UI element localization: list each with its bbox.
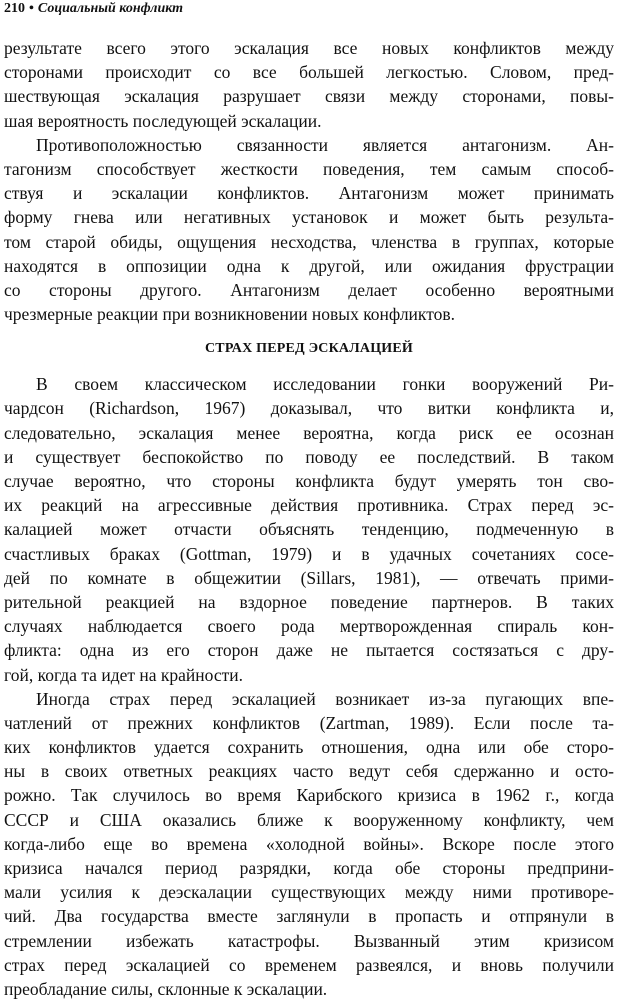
text-line: шая вероятность последующей эскалации.	[4, 110, 322, 131]
text-line: форму гнева или негативных установок и может быть результа-	[4, 207, 614, 228]
text-line: фликта: одна из его сторон даже не пытается состязаться с дру-	[4, 640, 614, 661]
text-line: калацией может отчасти объяснять тенденцию, подмеченную в	[4, 519, 614, 540]
text-line: преобладание силы, склонные к эскалации.	[4, 978, 328, 999]
text-line: следовательно, эскалация менее вероятна, когда риск ее осознан	[4, 422, 614, 443]
text-line: и существует беспокойство по поводу ее последствий. В таком	[4, 446, 614, 467]
text-line: чатлений от прежних конфликтов (Zartman, 1989). Если после та-	[4, 712, 614, 733]
text-line: Иногда страх перед эскалацией возникает из-за пугающих впе-	[36, 688, 614, 709]
section-heading: СТРАХ ПЕРЕД ЭСКАЛАЦИЕЙ	[205, 341, 413, 357]
text-line: мали усилия к деэскалации существующих между ними противоре-	[4, 882, 614, 903]
text-line: стремлении избежать катастрофы. Вызванный этим кризисом	[4, 930, 614, 951]
text-line: Противоположностью связанности является антагонизм. Ан-	[36, 134, 614, 155]
text-line: ны в своих ответных реакциях часто ведут себя сдержанно и осто-	[4, 761, 614, 782]
paragraph-3	[4, 372, 614, 686]
text-line: когда-либо еще во времена «холодной войны». Вскоре после этого	[4, 833, 614, 854]
text-line: кризиса начался период разрядки, когда обе стороны предприни-	[4, 858, 614, 878]
running-head-separator: •	[29, 1, 34, 16]
text-line: со стороны другого. Антагонизм делает особенно вероятными	[4, 279, 614, 300]
text-line: рительной реакцией на вздорное поведение партнеров. В таких	[4, 591, 614, 612]
text-line: тагонизм способствует жесткости поведения, тем самым способ-	[4, 158, 614, 179]
text-line: том старой обиды, ощущения несходства, членства в группах, которые	[4, 231, 614, 252]
paragraph-1	[4, 36, 614, 133]
text-line: их реакций на агрессивные действия противника. Страх перед эс-	[4, 495, 614, 516]
text-line: дей по комнате в общежитии (Sillars, 1981), — отвечать прими-	[4, 567, 614, 588]
text-line: случаях наблюдается своего рода мертворожденная спираль кон-	[4, 616, 614, 637]
running-head-title: Социальный конфликт	[37, 1, 184, 16]
text-line: находятся в оппозиции одна к другой, или ожидания фрустрации	[4, 255, 614, 276]
text-line: результате всего этого эскалация все новых конфликтов между	[4, 38, 614, 58]
text-line: страх перед эскалацией со временем развеялся, и вновь получили	[4, 954, 614, 975]
text-line: чрезмерные реакции при возникновении новых конфликтов.	[4, 304, 456, 325]
page-number: 210	[4, 1, 25, 16]
text-line: В своем классическом исследовании гонки вооружений Ри-	[36, 374, 614, 395]
text-line: чардсон (Richardson, 1967) доказывал, что витки конфликта и,	[4, 398, 614, 419]
text-line: шествующая эскалация разрушает связи между сторонами, повы-	[4, 86, 614, 107]
text-line: гой, когда та идет на крайности.	[4, 664, 243, 685]
text-line: ких конфликтов удается сохранить отношения, одна или обе сторо-	[4, 737, 614, 758]
text-line: случае вероятно, что стороны конфликта будут умерять тон сво-	[4, 471, 614, 491]
paragraph-2	[4, 133, 614, 327]
paragraph-4	[4, 687, 614, 1001]
text-line: счастливых браках (Gottman, 1979) и в удачных сочетаниях сосе-	[4, 543, 614, 564]
body-text	[4, 36, 614, 1001]
text-line: чий. Два государства вместе заглянули в пропасть и отпрянули в	[4, 906, 614, 927]
text-line: сторонами происходит со все большей легкостью. Словом, пред-	[4, 62, 614, 83]
text-line: ствуя и эскалации конфликтов. Антагонизм может принимать	[4, 183, 614, 204]
running-head	[4, 0, 183, 18]
text-line: рожно. Так случилось во время Карибского кризиса в 1962 г., когда	[4, 785, 614, 806]
text-line: СССР и США оказались ближе к вооруженному конфликту, чем	[4, 809, 614, 830]
